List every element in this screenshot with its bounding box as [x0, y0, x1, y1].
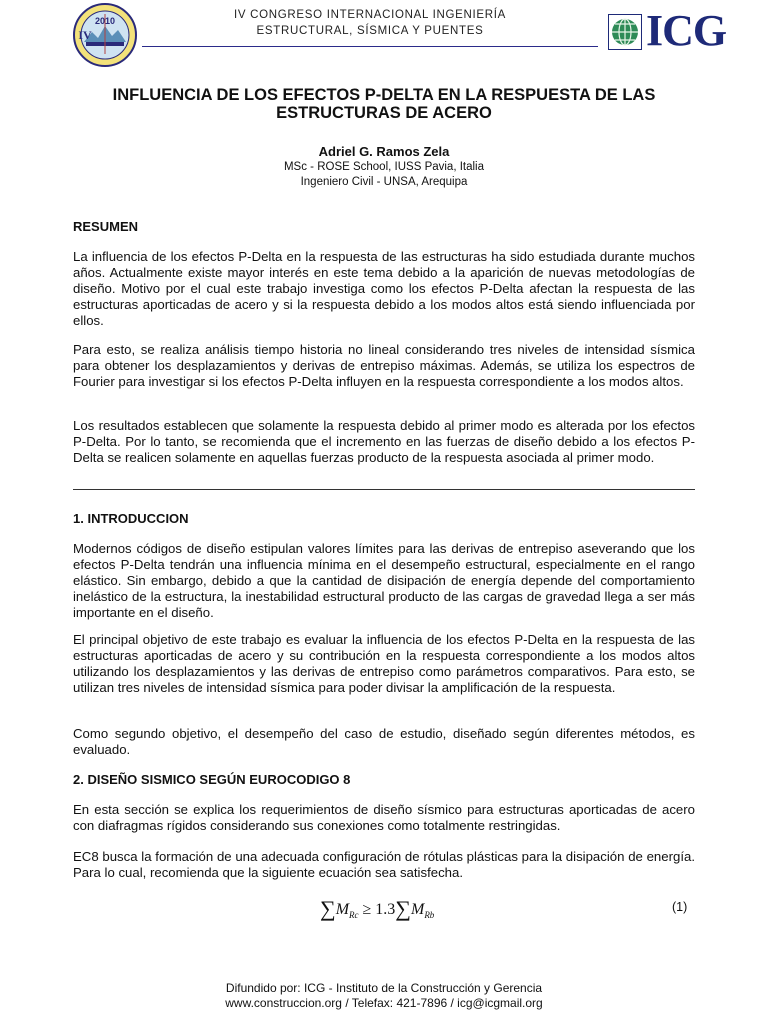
paper-title: INFLUENCIA DE LOS EFECTOS P-DELTA EN LA RESPUESTA DE LAS ESTRUCTURAS DE ACERO	[112, 86, 656, 122]
summation-symbol-2: ∑	[395, 896, 411, 921]
author-affiliation-1: MSc - ROSE School, IUSS Pavia, Italia	[283, 161, 485, 173]
section-1-heading: 1. INTRODUCCION	[73, 511, 189, 526]
footer-line-2: www.construccion.org / Telefax: 421-7896 / icg@icgmail.org	[225, 996, 543, 1010]
section-2-paragraph-2: EC8 busca la formación de una adecuada configuración de rótulas plásticas para la disipación de energía. Para lo cual, recomienda que la siguiente ecuación sea satisfecha.	[73, 849, 695, 880]
section-1-paragraph-1: Modernos códigos de diseño estipulan valores límites para las derivas de entrepiso aseverando que los efectos P-Delta tendrán una influencia mínima en el desempeño estructural, especialmente en el rango elástico. Sin embargo, debido a que la cantidad de disipación de energía depende del comportamiento inelástico de la estructura, la inestabilidad estructural producto de las cargas de gravedad llega a ser más importante en el diseño.	[73, 541, 695, 620]
congress-seal-icon	[72, 2, 138, 68]
icg-logo-text: ICG	[646, 6, 727, 55]
section-1-paragraph-3: Como segundo objetivo, el desempeño del caso de estudio, diseñado según diferentes métodos, es evaluado.	[73, 726, 695, 757]
globe-grid-icon	[608, 14, 642, 50]
summation-symbol: ∑	[320, 896, 336, 921]
equation-1	[320, 896, 434, 924]
equation-relation: ≥ 1.3	[362, 901, 396, 918]
congress-title-line-2: ESTRUCTURAL, SÍSMICA Y PUENTES	[256, 25, 484, 37]
equation-right-sub: Rb	[424, 910, 435, 921]
section-2-paragraph-1: En esta sección se explica los requerimientos de diseño sísmico para estructuras aporticadas de acero con diafragmas rígidos considerando sus conexiones como totalmente restringidas.	[73, 802, 695, 833]
resumen-paragraph-2: Para esto, se realiza análisis tiempo historia no lineal considerando tres niveles de intensidad sísmica para obtener los desplazamientos y derivas de entrepiso máximas. Además, se utiliza los espectros de Fourier para investigar si los efectos P-Delta influyen en la respuesta correspondiente a los modos altos.	[73, 342, 695, 389]
abstract-divider	[73, 489, 695, 490]
author-name: Adriel G. Ramos Zela	[318, 144, 450, 159]
page-header	[0, 0, 768, 60]
icg-logo	[608, 6, 740, 55]
logo-year: 2010	[94, 16, 116, 26]
section-1-paragraph-2: El principal objetivo de este trabajo es evaluar la influencia de los efectos P-Delta en la respuesta de las estructuras aporticadas de acero y su contribución en la respuesta correspondiente a los modos altos utilizando los desplazamientos y las derivas de entrepiso como parámetros comparativos. Para esto, se utilizan tres niveles de intensidad sísmica para poder divisar la amplificación de la respuesta.	[73, 632, 695, 695]
resumen-paragraph-3: Los resultados establecen que solamente la respuesta debido al primer modo es alterada por los efectos P-Delta. Por lo tanto, se recomienda que el incremento en las fuerzas de diseño debido a los efectos P-Delta se realicen solamente en aquellas fuerzas producto de la respuesta asociada al primer modo.	[73, 418, 695, 465]
equation-left-var: M	[335, 901, 350, 918]
equation-right-var: M	[410, 901, 425, 918]
resumen-paragraph-1: La influencia de los efectos P-Delta en la respuesta de las estructuras ha sido estudiada durante muchos años. Actualmente existe mayor interés en este tema debido a la aparición de nuevas metodologías de diseño. Motivo por el cual este trabajo investiga como los efectos P-Delta afectan la respuesta de las estructuras aporticadas de acero y si la respuesta debido a los modos altos está siendo influenciada por ellos.	[73, 249, 695, 328]
logo-numeral: IV	[78, 28, 92, 42]
footer-line-1: Difundido por: ICG - Instituto de la Construcción y Gerencia	[225, 981, 543, 995]
congress-title-line-1: IV CONGRESO INTERNACIONAL INGENIERÍA	[233, 9, 507, 21]
equation-number: (1)	[672, 900, 688, 914]
section-2-heading: 2. DISEÑO SISMICO SEGÚN EUROCODIGO 8	[73, 772, 351, 787]
header-divider	[142, 46, 598, 47]
equation-left-sub: Rc	[349, 910, 359, 921]
resumen-heading: RESUMEN	[73, 219, 139, 234]
author-affiliation-2: Ingeniero Civil - UNSA, Arequipa	[300, 176, 468, 188]
